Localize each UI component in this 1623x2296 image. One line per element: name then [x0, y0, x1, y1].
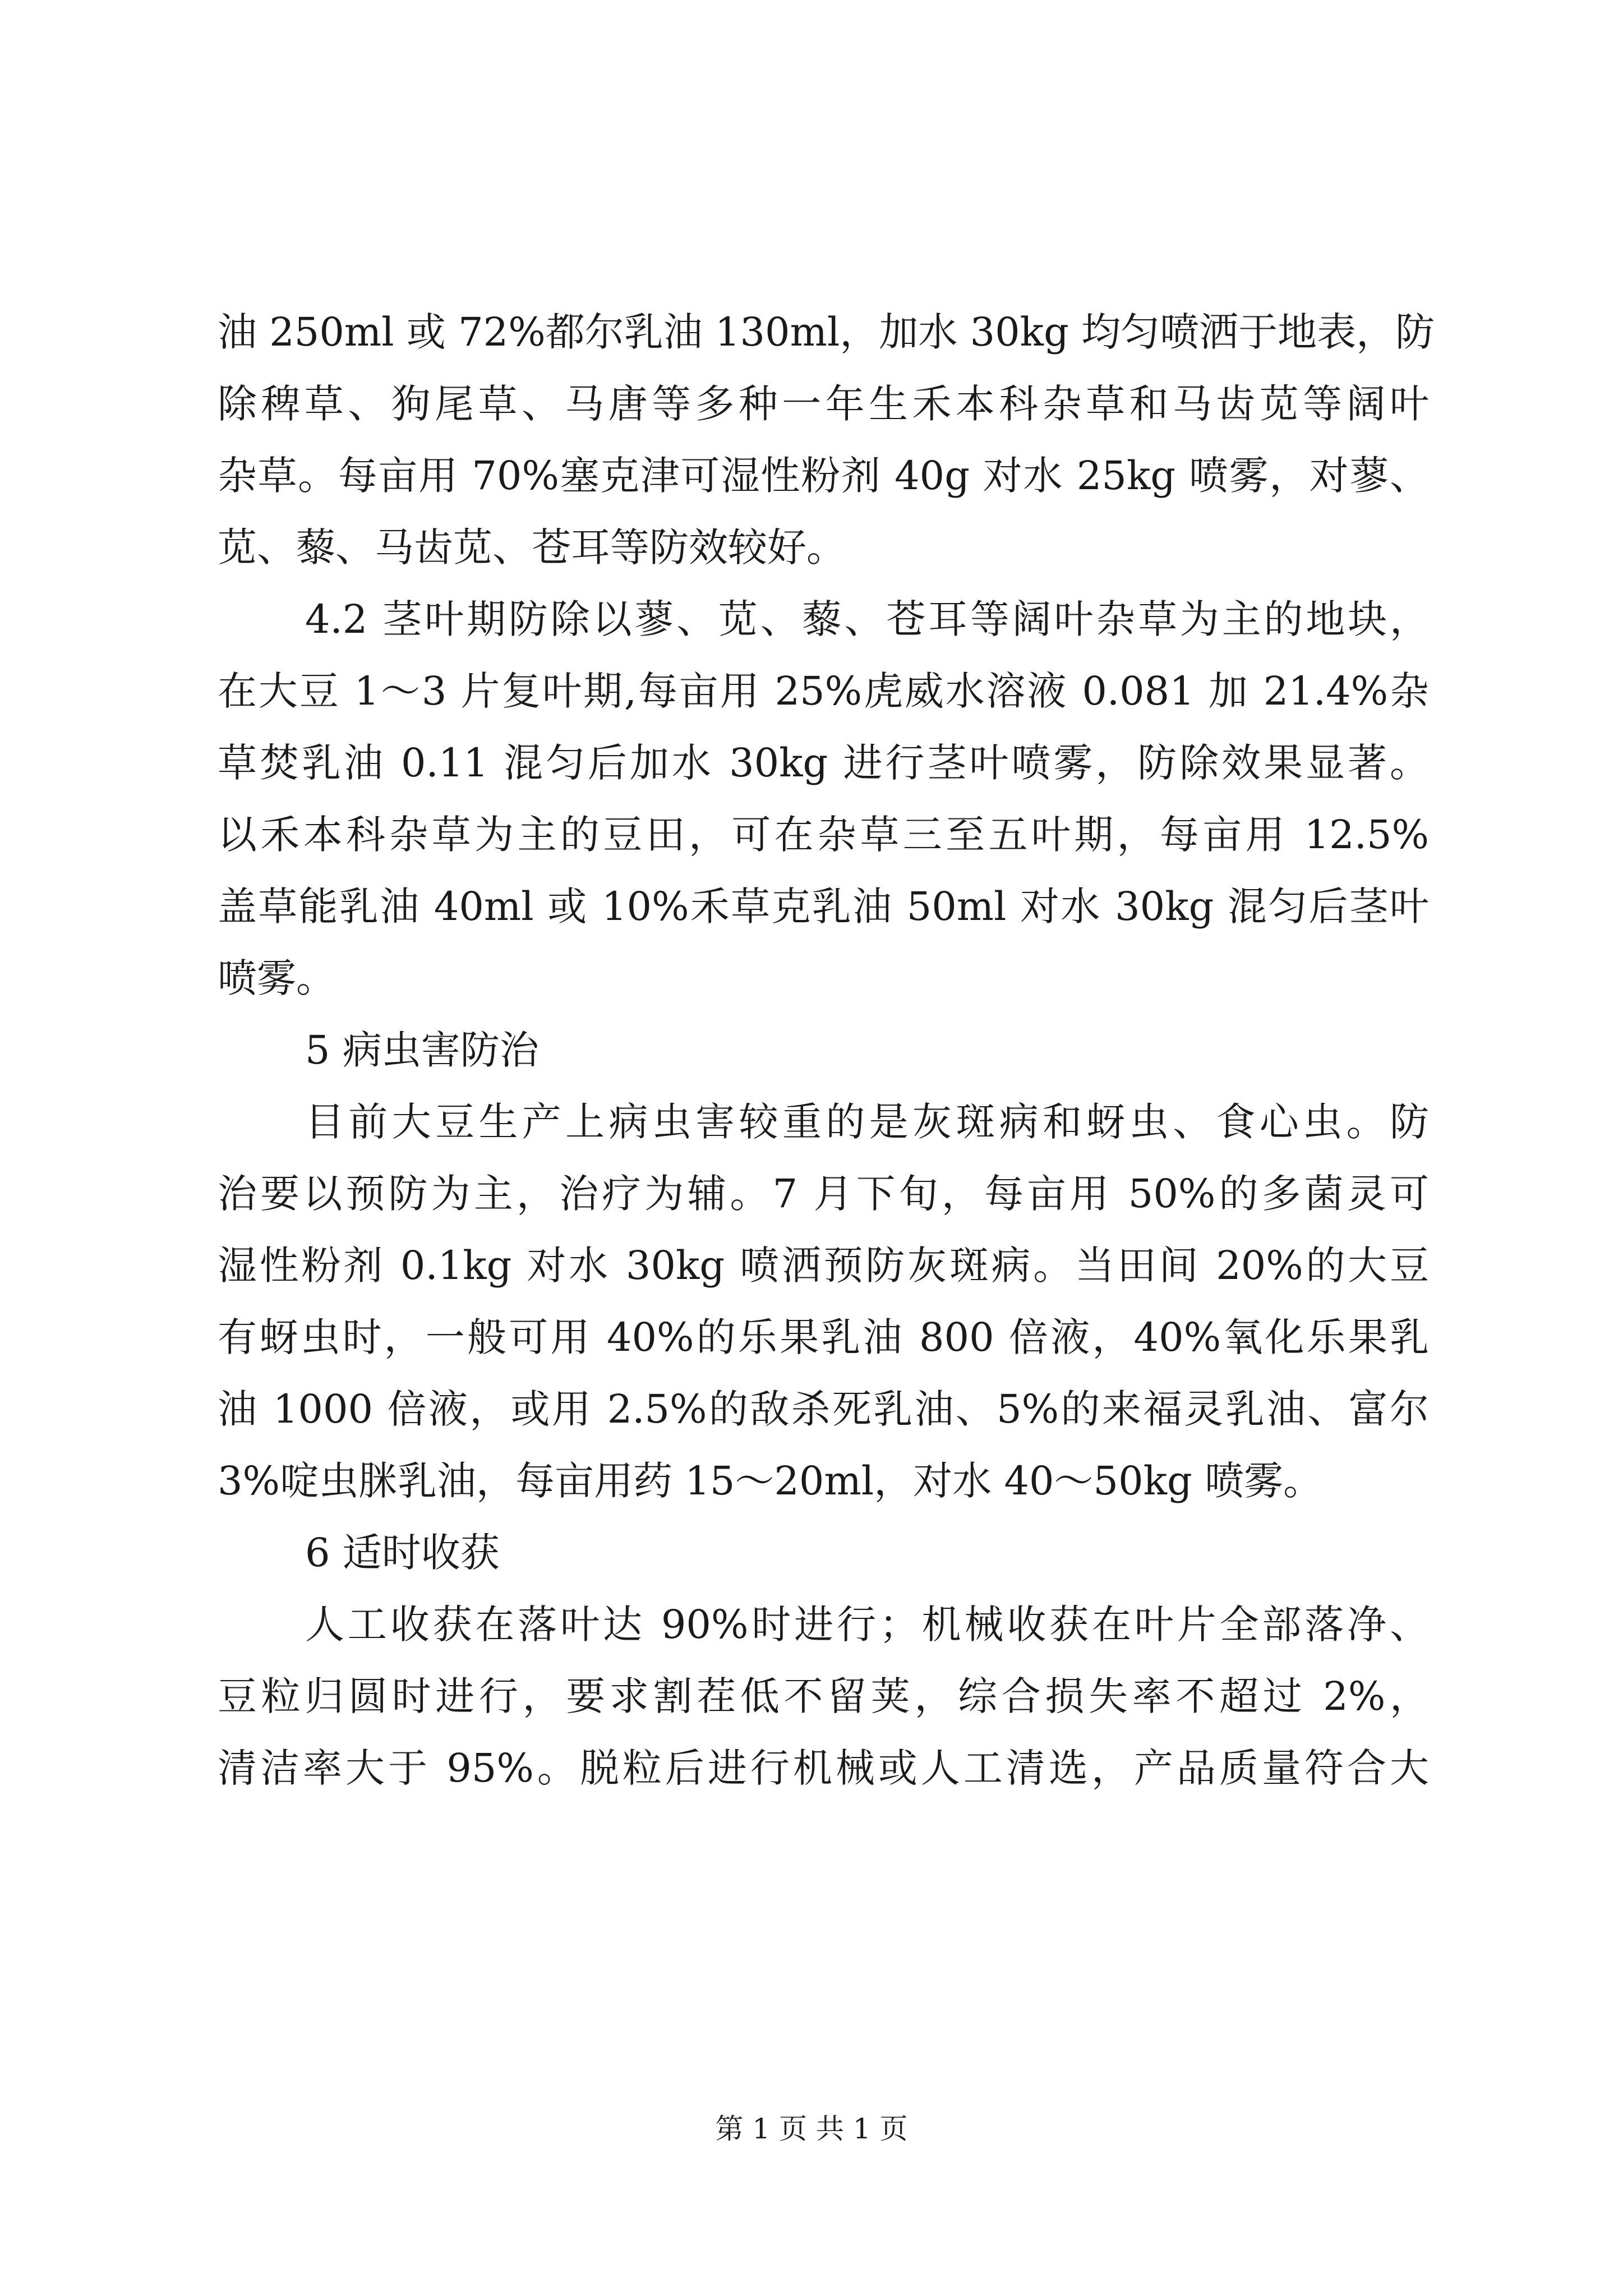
text-line: 有蚜虫时，一般可用 40%的乐果乳油 800 倍液，40%氧化乐果乳 [218, 1314, 1429, 1360]
text-line: 治要以预防为主，治疗为辅。7 月下旬，每亩用 50%的多菌灵可 [218, 1171, 1429, 1217]
paragraph-first-line: 目前大豆生产上病虫害较重的是灰斑病和蚜虫、食心虫。防 [305, 1099, 1429, 1145]
text-line: 以禾本科杂草为主的豆田，可在杂草三至五叶期，每亩用 12.5% [218, 812, 1429, 858]
text-line: 清洁率大于 95%。脱粒后进行机械或人工清选，产品质量符合大 [218, 1745, 1429, 1791]
text-line: 苋、藜、马齿苋、苍耳等防效较好。 [218, 524, 846, 570]
text-line: 油 1000 倍液，或用 2.5%的敌杀死乳油、5%的来福灵乳油、富尔 [218, 1386, 1429, 1432]
page-number-label: 第 1 页 共 1 页 [715, 2113, 908, 2145]
text-line: 草焚乳油 0.11 混匀后加水 30kg 进行茎叶喷雾，防除效果显著。 [218, 740, 1429, 786]
text-line: 湿性粉剂 0.1kg 对水 30kg 喷洒预防灰斑病。当田间 20%的大豆 [218, 1243, 1429, 1289]
paragraph-first-line: 4.2 茎叶期防除以蓼、苋、藜、苍耳等阔叶杂草为主的地块， [305, 596, 1429, 642]
text-line: 豆粒归圆时进行，要求割茬低不留荚，综合损失率不超过 2%， [218, 1673, 1429, 1719]
text-line: 盖草能乳油 40ml 或 10%禾草克乳油 50ml 对水 30kg 混匀后茎叶 [218, 884, 1429, 930]
text-line: 除稗草、狗尾草、马唐等多种一年生禾本科杂草和马齿苋等阔叶 [218, 381, 1429, 427]
page-footer [0, 2112, 1623, 2146]
text-line: 3%啶虫脒乳油，每亩用药 15～20ml，对水 40～50kg 喷雾。 [218, 1458, 1323, 1504]
text-line: 喷雾。 [218, 955, 335, 1001]
section-heading: 6 适时收获 [305, 1530, 500, 1576]
text-line: 杂草。每亩用 70%塞克津可湿性粉剂 40g 对水 25kg 喷雾，对蓼、 [218, 453, 1429, 499]
paragraph-first-line: 人工收获在落叶达 90%时进行；机械收获在叶片全部落净、 [305, 1602, 1429, 1648]
document-body [218, 296, 1435, 1804]
section-heading: 5 病虫害防治 [305, 1027, 539, 1073]
text-line: 在大豆 1～3 片复叶期,每亩用 25%虎威水溶液 0.081 加 21.4%杂 [218, 668, 1429, 714]
text-line: 油 250ml 或 72%都尔乳油 130ml，加水 30kg 均匀喷洒于地表，防 [218, 309, 1435, 355]
